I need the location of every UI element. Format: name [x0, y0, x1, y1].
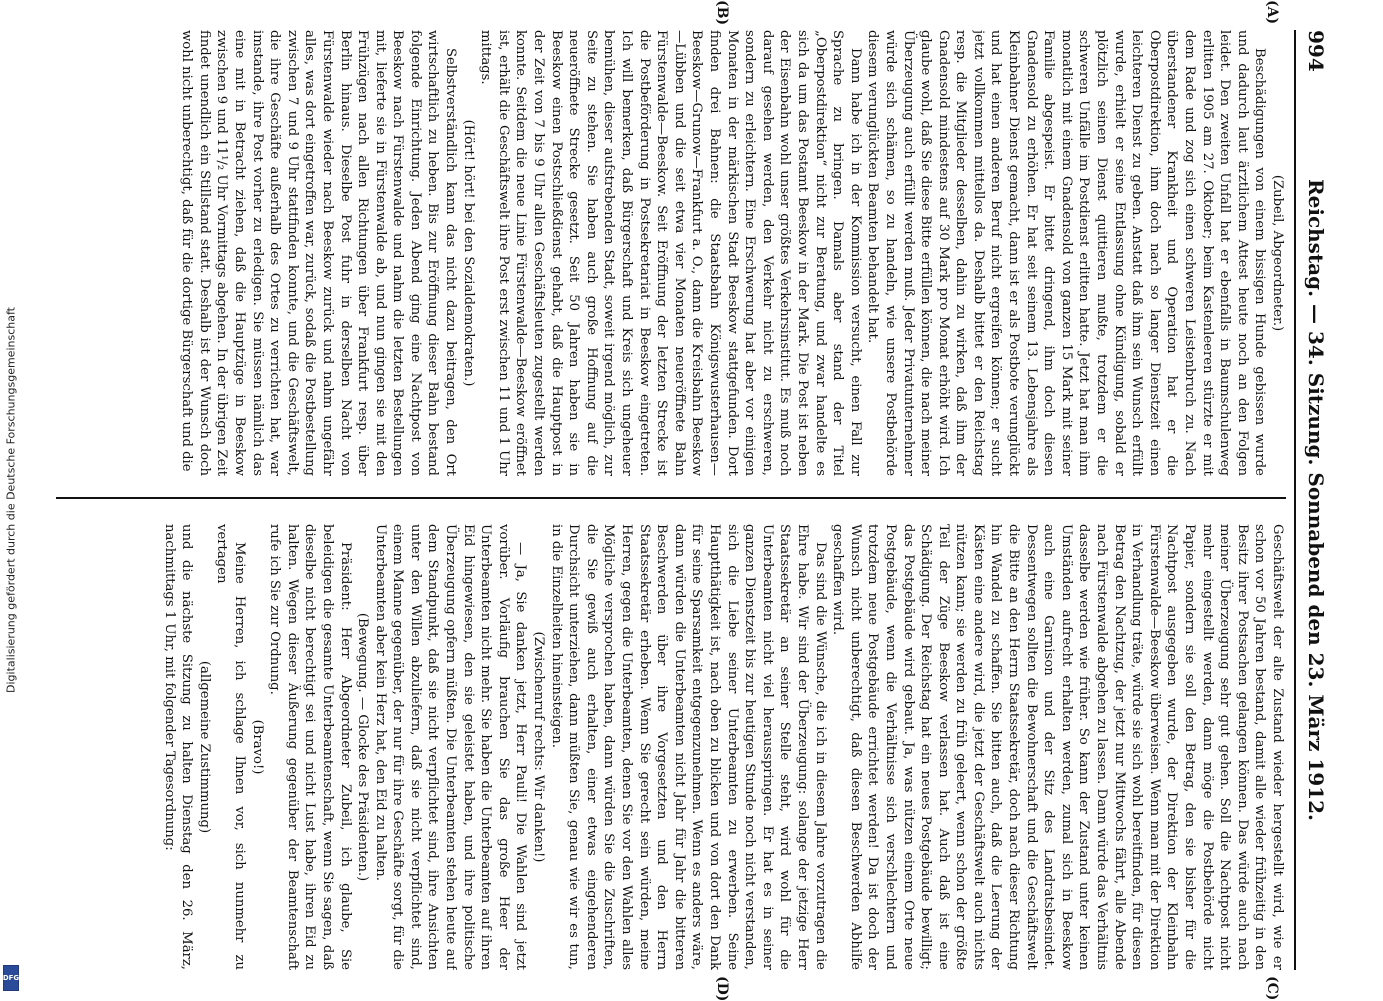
page-number: 994 — [1304, 30, 1328, 72]
interjection: (Bewegung. — Glocke des Präsidenten.) — [355, 612, 371, 882]
interjection: (Hört! hört! bei den Sozialdemokraten.) — [460, 119, 476, 387]
paragraph: Geschäftswelt der alte Zustand wieder hergestellt wird, wie er schon vor 50 Jahren bestand, damit alle wieder frühzeitig in den Besitz ihrer Postsachen gelangen können. Das würde auch nach meiner Überzeugung sehr gut gehen. Soll die Nachtpost nicht mehr eingestellt werden, dann möge die Postbehörde nicht Papier, sondern sie soll den Betrag, den sie bisher für die Nachtpost ausgegeben wurde, der Direktion der Kleinbahn Fürstenwalde—Beeskow überweisen. Wenn man mit der Direktion in Verhandlung träte, würde sie sich wohl bereitfinden, für diesen Betrag den Nachtzug, der jetzt nur Mittwochs fährt, alle Abende nach Fürstenwalde abgehen zu lassen. Dann würde das Verhältnis dasselbe werden wie früher. So kann der Zustand unter keinen Umständen aufrecht erhalten werden, zumal sich in Beeskow auch eine Garnison und der Sitz des Landratsbesindet. Dessentwegen sollten die Bewohnerschaft und die Geschäftswelt die Bitte an den Herrn Staatssekretär, doch nach dieser Richtung hin Wandel zu schaffen. Sie bitten auch, daß die Leerung der Kästen eine andere wird, die jetzt der Geschäftswelt auch nichts nützen kann; sie werden zu früh geleert, wenn schon der größte Teil der Züge Beeskow verlassen hat. Auch daß ist eine Schädigung. Der Reichstag hat ein neues Postgebäude bewilligt; das Postgebäude wird gebaut. Ja, was nützen einem Orte neue Postgebäude, wenn die Verhältnisse sich verschlechtern und trotzdem neue Postgebäude errichtet werden! Da ist doch der Wunsch nicht unberechtigt, daß diesen Beschwerden Abhilfe geschaffen wird. — [830, 524, 1285, 970]
paragraph: Beschädigungen von einem bissigen Hunde gebissen wurde und dadurch laut ärztlichem Attest heute noch an den Folgen leidet. Den zweiten Unfall hat er ebenfalls in Baumschulenweg erlitten 1905 am 27. Oktober; beim Kastenleeren stürzte er mit dem Rade und zog sich einen schweren Leistenbruch zu. Nach überstandener Krankheit und Operation hat er die Oberpostdirektion, ihm doch nach so langer Dienstzeit einen leichteren Dienst zu geben. Anstatt daß ihm sein Wunsch erfüllt wurde, erhielt er seine Entlassung ohne Kündigung, sobald er plötzlich seinen Dienst quittieren mußte, trotzdem er die schweren Unfälle im Postdienst erlitten hatte. Jetzt hat man ihm monatlich mit einem Gnadensold von ganzen 15 Mark mit seiner Familie abgespeist. Er bittet dringend, ihm doch diesen Gnadensold zu erhöhen. Er hat seit seinem 13. Lebensjahre als Kleinbahner Dienst gemacht, dann ist er als Postbote verunglückt und hat einen anderen Beruf nicht ergreifen können; er sucht jetzt vollkommen mittellos da. Deshalb bittet er den Reichstag resp. die Mitglieder desselben, dahin zu wirken, daß ihm der Gnadensold mindestens auf 30 Mark pro Monat erhöht wird. Ich glaube wohl, daß Sie diese Bitte erfüllen können, die nach meiner Überzeugung auch erfüllt werden muß. Jeder Privatunternehmer würde sich schämen, so zu handeln, wie unsere Postbehörde diesem verunglückten Beamten behandelt hat. — [865, 30, 1268, 476]
paragraph: Das sind die Wünsche, die ich in diesem Jahre vorzutragen die Ehre habe. Wir sind der Überzeugung: solange der jetzige Herr Staatssekretär an seiner Stelle steht, wird wohl für die Unterbeamten nicht viel herausspringen. Er hat es in seiner ganzen Dienstzeit bis zur heutigen Stunde noch nicht verstanden, sich die Liebe seiner Unterbeamten zu erwerben. Seine Hauptthätigkeit ist, nach oben zu blicken und von dort den Dank für seine Sparsamkeit entgegenzunehmen. Wenn es anders wäre, dann würden die Unterbeamten nicht Jahr für Jahr die bitteren Beschwerden über ihre Vorgesetzten und den Herrn Staatssekretär erheben. Wenn Sie gerecht sein würden, meine Herren, gegen die Unterbeamten, denen Sie vor den Wahlen alles Mögliche versprochen haben, dann würden Sie die Zuschriften, die Sie gewiß auch erhalten, einer etwas eingehenderen Durchsicht unterziehen, dann müßten Sie, genau wie wir es tun, in die Einzelheiten hineinsteigen. — [548, 524, 828, 970]
dfg-credit-text: Digitalisierung gefördert durch die Deutsche Forschungsgemeinschaft — [4, 307, 18, 693]
paragraph: Selbstverständlich kann das nicht dazu beitragen, den Ort wirtschaftlich zu heben. Bis zur Eröffnung dieser Bahn bestand folgende Einrichtung. Jeden Abend ging eine Nachtpost von Beeskow nach Fürstenwalde und nahm die letzten Bestellungen mit, lieferte sie in Fürstenwalde ab, und nun gingen sie mit den Frühzügen nach allen Richtungen über Frankfurt resp. über Berlin hinaus. Dieselbe Post fuhr in derselben Nacht von Fürstenwalde wieder nach Beeskow zurück und nahm ungefähr alles, was dort eingetroffen war, zurück, sodaß die Postbestellung zwischen 7 und 9 Uhr stattfinden konnte, und die Geschäftswelt, die ihre Geschäfte außerhalb des Ortes zu verrichten hat, war imstande, ihre Post vorher zu erledigen. Sie müssen nämlich das eine mit in Betracht ziehen, daß die Hauptzüge in Beeskow zwischen 9 und 11¹/₂ Uhr Vormittags abgehen. In der übrigen Zeit findet unendlich ein Stillstand statt. Deshalb ist der Wunsch doch wohl nicht unberechtigt, daß für die dortige Bürgerschaft und die — [179, 30, 459, 476]
running-title: Reichstag. — 34. Sitzung. Sonnabend den 23. März 1912. — [1304, 179, 1328, 821]
paragraph: — Ja, Sie danken jetzt, Herr Pauli! Die Wahlen sind jetzt vorüber. Vorläufig brauchen Sie das große Heer der Unterbeamten nicht mehr. Sie haben die Unterbeamten auf ihren Eid hingewiesen, den sie geleistet haben, und ihre politische Überzeugung opfern müßten. Die Unterbeamten stehen heute auf dem Standpunkt, daß sie nicht verpflichtet sind, ihre Ansichten unter den Willen abzuliefern, daß sie nicht verpflichtet sind, einem Manne gegenüber, der nur für ihre Geschäfte sorgt, für die Unterbeamten aber kein Herz hat, den Eid zu halten. — [372, 524, 529, 970]
president-statement: Präsident: Herr Abgeordneter Zubeil, ich glaube, Sie beleidigen die gesamte Unterbeamtenschaft, wenn Sie sagen, daß dieselbe nicht berechtigt sei und nicht Lust habe, ihren Eid zu halten. Wegen dieser Äußerung gegenüber der Beamtenschaft rufe ich Sie zur Ordnung. — [267, 524, 353, 970]
margin-marker-c: (C) — [1264, 976, 1280, 1001]
speaker-tag: (Zubeil, Abgeordneter.) — [1270, 174, 1285, 332]
dfg-credit-strip — [0, 0, 22, 1000]
right-column — [56, 524, 1286, 970]
page-header — [1300, 30, 1330, 970]
paragraph: Meine Herren, ich schlage Ihnen vor, sich nunmehr zu vertagen — [214, 524, 247, 970]
interjection: (Zwischenruf rechts: Wir danken!) — [531, 631, 547, 863]
margin-marker-b: (B) — [714, 0, 730, 26]
interjection: (Bravo!) — [249, 719, 265, 775]
interjection: (allgemeine Zustimmung) — [196, 660, 212, 834]
paragraph: Dann habe ich in der Kommission versucht, einen Fall zur Sprache zu bringen. Damals aber stand der Titel „Oberpostdirektion“ nicht zur Beratung, und zwar handelte es sich da um das Postamt Beeskow in der Mark. Die Post ist neben der Eisenbahn wohl unser größtes Verkehrsinstitut. Es muß noch darauf gesehen werden, den Verkehr nicht zu erschweren, sondern zu erleichtern. Eine Erschwerung hat aber vor einigen Monaten in der märkischen Stadt Beeskow stattgefunden. Dort finden drei Bahnen: die Staatsbahn Königswusterhausen—Beeskow—Grunow—Frankfurt a. O., dann die Kreisbahn Beeskow—Lübben und die seit etwa vier Monaten neueröffnete Bahn Fürstenwalde—Beeskow. Seit Eröffnung der letzten Strecke ist die Postbeförderung in Postsekretariat in Beeskow eingetreten. Ich will bemerken, daß Bürgerschaft und Kreis sich ungeheuer bemühen, dieser aufstrebenden Stadt, soweit irgend möglich, zur Seite zu stehen. Sie haben auch große Hoffnung auf die neueröffnete Strecke gesetzt. Seit 50 Jahren haben sie in Beeskow einen Postschließdienst gehabt, daß die Hauptpost in der Zeit von 7 bis 9 Uhr allen Geschäftsleuten zugestellt werden konnte. Seitdem die neue Linie Fürstenwalde—Beeskow eröffnet ist, erhält die Geschäftswelt ihre Post erst zwischen 11 und 1 Uhr mittags. — [478, 30, 863, 476]
left-column — [56, 30, 1286, 476]
margin-marker-d: (D) — [714, 976, 730, 1001]
paragraph: und die nächste Sitzung zu halten Dienstag den 26. März, nachmittags 1 Uhr, mit folgender Tagesordnung: — [161, 524, 195, 970]
column-divider — [56, 497, 1286, 499]
header-rule — [1294, 30, 1296, 970]
margin-marker-a: (A) — [1264, 0, 1280, 25]
dfg-logo: DFG — [3, 965, 19, 991]
document-page — [30, 0, 1330, 1001]
